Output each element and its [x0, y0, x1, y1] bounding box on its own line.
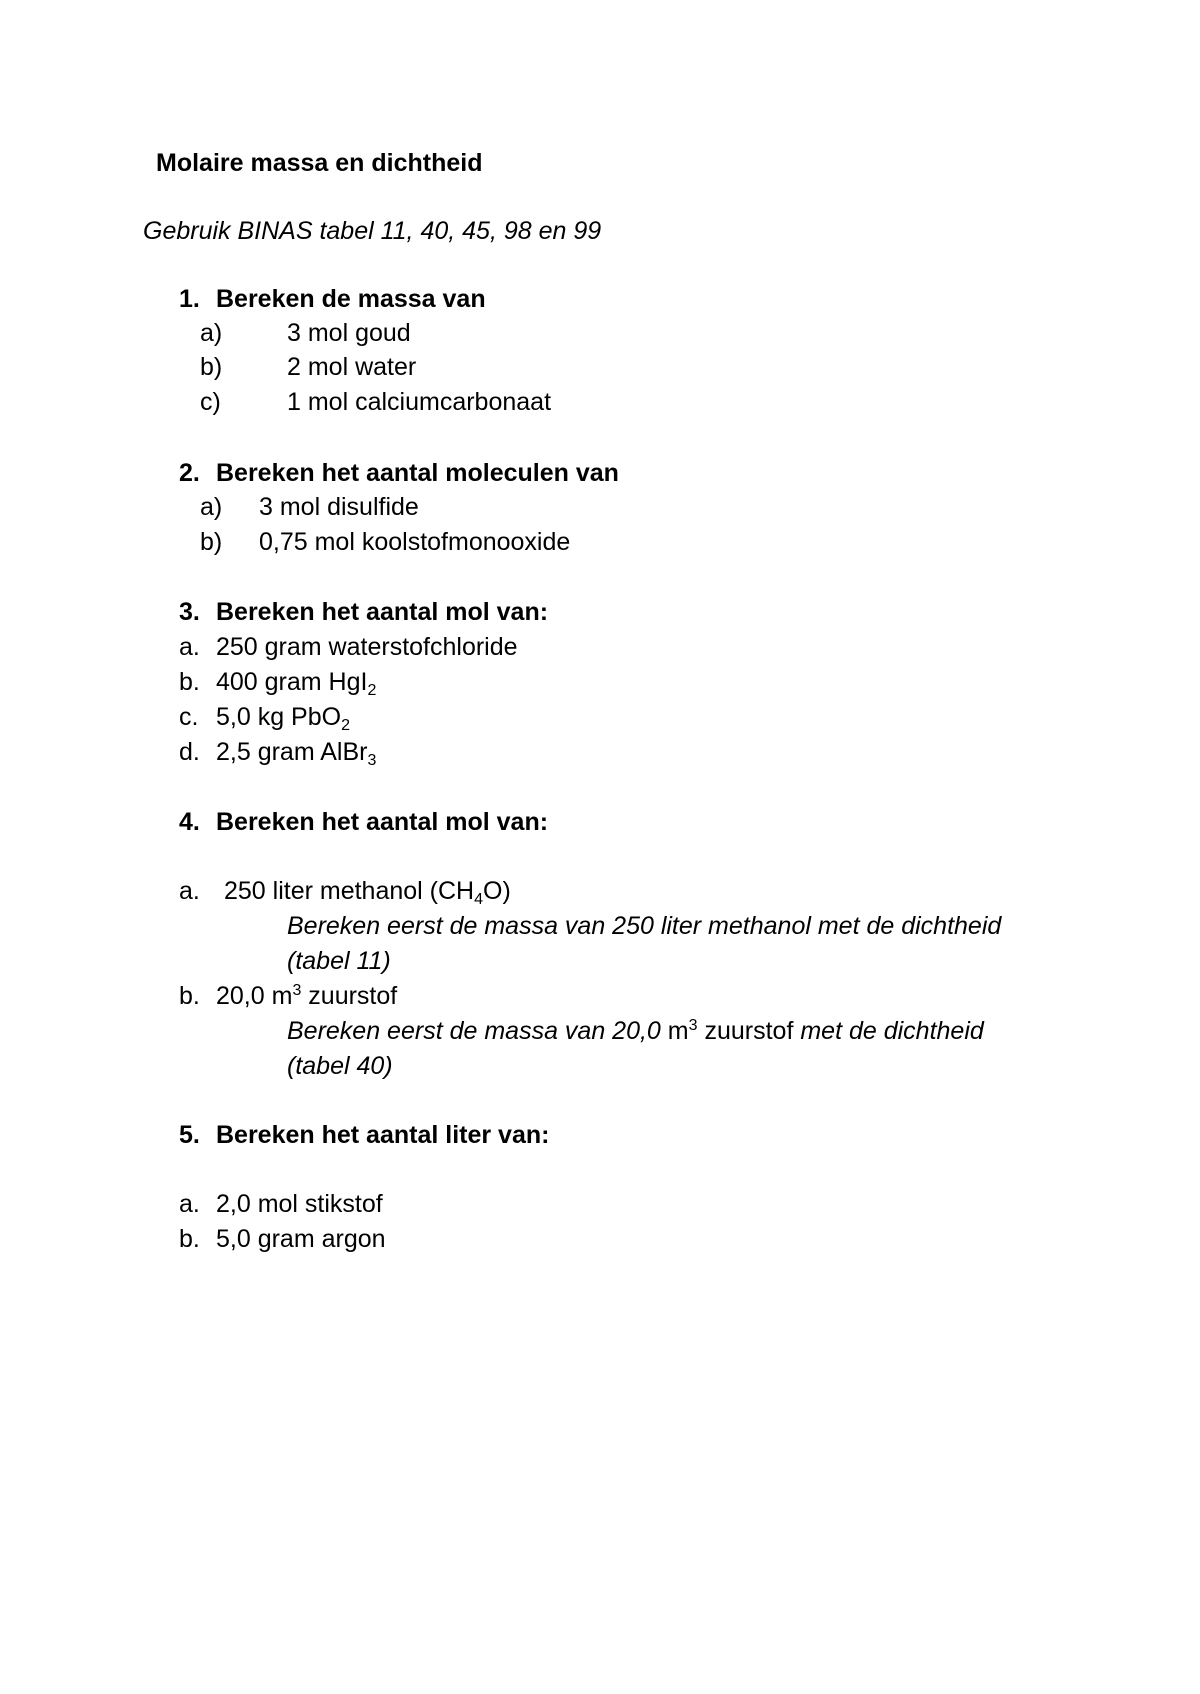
subscript: 3: [367, 752, 377, 769]
question-number: 1.: [179, 285, 200, 313]
item-label: b): [200, 353, 223, 381]
item-text: 2,5 gram AlBr$_3$: [216, 738, 377, 769]
superscript: 3: [292, 982, 302, 999]
item-label: b.: [179, 668, 200, 696]
item-text: 0,75 mol koolstofmonooxide: [259, 528, 571, 556]
item-label: a.: [179, 877, 200, 905]
item-text: 3 mol goud: [287, 319, 411, 347]
item-label: a): [200, 493, 223, 521]
item-text: 400 gram HgI$_2$: [216, 668, 377, 699]
page-title: Molaire massa en dichtheid: [156, 149, 483, 177]
question-text: Bereken het aantal moleculen van: [216, 459, 619, 487]
question-text: Bereken het aantal liter van:: [216, 1121, 550, 1149]
item-text: 5,0 gram argon: [216, 1225, 386, 1253]
hint-text: (tabel 11): [287, 947, 391, 975]
question-text: Bereken de massa van: [216, 285, 486, 313]
superscript: 3: [688, 1017, 698, 1034]
item-label: a.: [179, 633, 200, 661]
subscript: 2: [367, 682, 377, 699]
question-number: 2.: [179, 459, 200, 487]
item-text: 3 mol disulfide: [259, 493, 419, 521]
item-text: 5,0 kg PbO$_2$: [216, 703, 350, 734]
item-label: d.: [179, 738, 200, 766]
question-text: Bereken het aantal mol van:: [216, 808, 549, 836]
item-text: 20,0 $m^3$ zuurstof: [216, 982, 398, 1010]
item-text: 250 liter methanol $(CH_4O)$: [224, 877, 511, 908]
item-label: c): [200, 388, 221, 416]
item-label: a): [200, 319, 223, 347]
hint-text: Bereken eerst de massa van 20,0 $m^3$ zuurstof met de dichtheid: [287, 1017, 984, 1045]
item-label: b): [200, 528, 223, 556]
item-text: 1 mol calciumcarbonaat: [287, 388, 552, 416]
instruction-text: Gebruik BINAS tabel 11, 40, 45, 98 en 99: [143, 217, 602, 245]
item-label: b.: [179, 1225, 200, 1253]
item-label: b.: [179, 982, 200, 1010]
question-text: Bereken het aantal mol van:: [216, 598, 549, 626]
question-number: 5.: [179, 1121, 200, 1149]
question-number: 4.: [179, 808, 200, 836]
item-text: 2,0 mol stikstof: [216, 1190, 383, 1218]
item-text: 250 gram waterstofchloride: [216, 633, 518, 661]
subscript: 2: [341, 717, 350, 734]
item-label: c.: [179, 703, 199, 731]
item-label: a.: [179, 1190, 200, 1218]
hint-text: (tabel 40): [287, 1052, 393, 1080]
item-text: 2 mol water: [287, 353, 417, 381]
subscript: 4: [474, 891, 484, 908]
question-number: 3.: [179, 598, 200, 626]
hint-text: Bereken eerst de massa van 250 liter methanol met de dichtheid: [287, 912, 1002, 940]
